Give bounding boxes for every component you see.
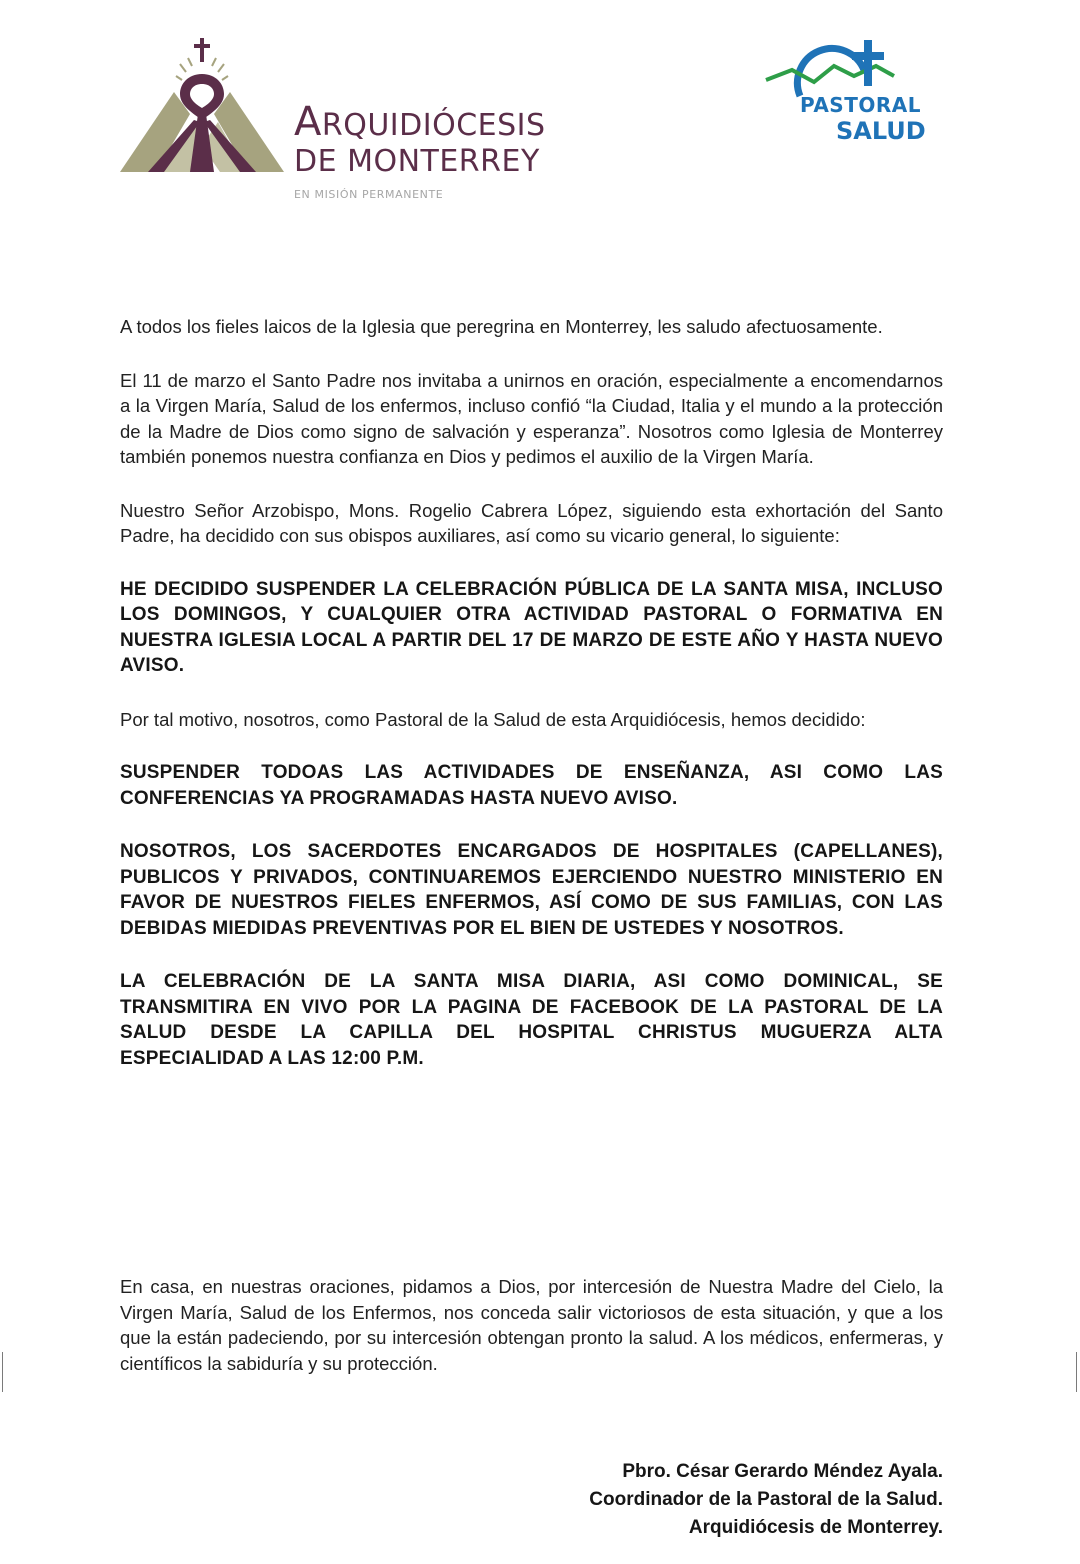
signature-name: Pbro. César Gerardo Méndez Ayala.: [622, 1461, 943, 1482]
signature-institution: Arquidiócesis de Monterrey.: [688, 1517, 943, 1538]
archdiocese-logo-icon: [118, 34, 288, 176]
greeting-paragraph: A todos los fieles laicos de la Iglesia que peregrina en Monterrey, les saludo afectuosamente.: [120, 316, 883, 337]
archdiocese-title: [294, 99, 546, 180]
mass-suspension-announcement: HE DECIDIDO SUSPENDER LA CELEBRACIÓN PÚBLICA DE LA SANTA MISA, INCLUSO LOS DOMINGOS, Y CUALQUIER OTRA ACTIVIDAD PASTORAL O FORMATIVA EN NUESTRA IGLESIA LOCAL A PARTIR DEL 17 DE MARZO DE ESTE AÑO Y HASTA NUEVO AVISO.: [120, 578, 943, 676]
closing-prayer-paragraph: En casa, en nuestras oraciones, pidamos a Dios, por intercesión de Nuestra Madre del Cielo, la Virgen María, Salud de los Enfermos, nos conceda salir victoriosos de esta situación, y que a los que la están padeciendo, por su intercesión obtengan pronto la salud. A los médicos, enfermeras, y científicos la sabiduría y su protección.: [120, 1276, 943, 1374]
archdiocese-title-line1: ARQUIDIÓCESIS: [294, 99, 546, 145]
measure-chaplains-ministry: NOSOTROS, LOS SACERDOTES ENCARGADOS DE HOSPITALES (CAPELLANES), PUBLICOS Y PRIVADOS, CONTINUAREMOS EJERCIENDO NUESTRO MINISTERIO EN FAVOR DE NUESTROS FIELES ENFERMOS, ASÍ COMO DE SUS FAMILIAS, CON LAS DEBIDAS MIEDIDAS PREVENTIVAS POR EL BIEN DE USTEDES Y NOSOTROS.: [120, 841, 943, 939]
signature-role: Coordinador de la Pastoral de la Salud.: [589, 1489, 943, 1510]
measure-mass-livestream: LA CELEBRACIÓN DE LA SANTA MISA DIARIA, ASI COMO DOMINICAL, SE TRANSMITIRA EN VIVO POR LA PAGINA DE FACEBOOK DE LA PASTORAL DE LA SALUD DESDE LA CAPILLA DEL HOSPITAL CHRISTUS MUGUERZA ALTA ESPECIALIDAD A LAS 12:00 P.M.: [120, 971, 943, 1069]
letter-body: [120, 314, 943, 1071]
page-edge-mark-left: [2, 1352, 3, 1392]
salud-wordmark-line1: PASTORAL: [800, 93, 921, 117]
signature-block: [589, 1458, 943, 1542]
page-edge-mark-right: [1076, 1352, 1077, 1392]
archdiocese-title-line2: DE MONTERREY: [294, 144, 540, 179]
pastoral-decision-intro: Por tal motivo, nosotros, como Pastoral de la Salud de esta Arquidiócesis, hemos decidido:: [120, 708, 866, 730]
pastoral-salud-wordmark: [800, 92, 926, 144]
archbishop-decision-intro: Nuestro Señor Arzobispo, Mons. Rogelio Cabrera López, siguiendo esta exhortación del Santo Padre, ha decidido con sus obispos auxiliares, así como su vicario general, lo siguiente:: [120, 499, 943, 546]
salud-wordmark-line2: SALUD: [836, 117, 926, 145]
measure-suspend-activities: SUSPENDER TODOAS LAS ACTIVIDADES DE ENSEÑANZA, ASI COMO LAS CONFERENCIAS YA PROGRAMADAS HASTA NUEVO AVISO.: [120, 762, 943, 809]
archdiocese-tagline: EN MISIÓN PERMANENTE: [294, 188, 444, 201]
pope-invitation-paragraph: El 11 de marzo el Santo Padre nos invitaba a unirnos en oración, especialmente a encomendarnos a la Virgen María, Salud de los enfermos, incluso confió “la Ciudad, Italia y el mundo a la protección de la Madre de Dios como signo de salvación y esperanza”. Nosotros como Iglesia de Monterrey también ponemos nuestra confianza en Dios y pedimos el auxilio de la Virgen María.: [120, 369, 943, 467]
